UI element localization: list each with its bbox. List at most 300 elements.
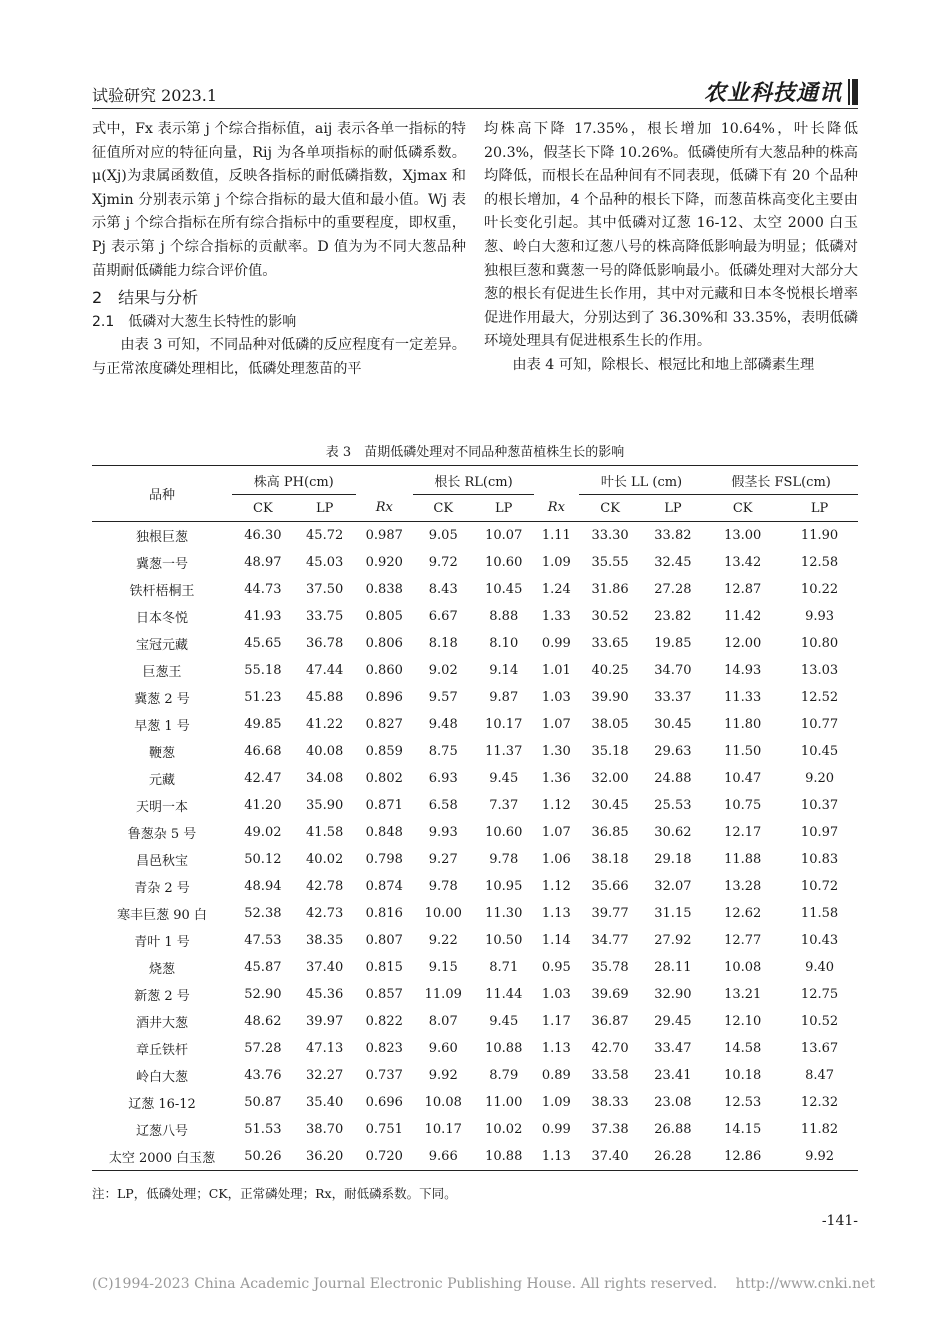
value-cell: 12.87 [724,582,762,597]
value-cell: 1.13 [541,1149,571,1164]
value-cell: 9.92 [805,1149,835,1164]
value-cell: 1.09 [541,1095,571,1110]
value-cell: 27.92 [654,933,692,948]
value-cell: 36.20 [306,1149,344,1164]
value-cell: 9.20 [805,771,835,786]
value-cell: 29.18 [654,852,692,867]
value-cell: 0.859 [365,744,403,759]
value-cell: 1.07 [541,717,571,732]
variety-cell: 酒井大葱 [135,1016,188,1031]
value-cell: 10.45 [800,744,839,759]
value-cell: 35.18 [591,744,629,759]
value-cell: 33.37 [654,690,692,705]
paragraph-table4-intro: 由表 4 可知，除根长、根冠比和地上部磷素生理 [512,356,815,373]
value-cell: 41.58 [306,825,344,840]
value-cell: 49.85 [244,717,282,732]
value-cell: 29.63 [654,744,692,759]
col-header-lp: LP [641,495,704,522]
value-cell: 25.53 [654,798,692,813]
value-cell: 13.21 [724,987,762,1002]
value-cell: 52.90 [244,987,282,1002]
table-row [92,657,858,684]
variety-cell: 青叶 1 号 [134,935,190,950]
value-cell: 0.987 [365,528,403,543]
value-cell: 9.72 [428,555,458,570]
value-cell: 9.78 [428,879,458,894]
variety-header: 品种 [92,466,232,522]
value-cell: 1.17 [541,1014,571,1029]
value-cell: 37.40 [306,960,344,975]
value-cell: 1.06 [541,852,571,867]
table-row [92,927,858,954]
value-cell: 39.69 [591,987,629,1002]
value-cell: 13.67 [800,1041,839,1056]
value-cell: 32.07 [654,879,692,894]
table-row [92,765,858,792]
paragraph-formula-explanation: 式中，Fx 表示第 j 个综合指标值，aij 表示各单一指标的特征值所对应的特征向量，Rij 为各单项指标的耐低磷系数。μ(Xj)为隶属函数值，反映各指标的耐低磷指数，Xjmax 和 Xjmin 分别表示第 j 个综合指标的最大值和最小值。Wj 表示第 j 个综合指标在所有综合指标中的重要程度，即权重，Pj 表示第 j 个综合指标的贡献率。D 值为为不同大葱品种苗期耐低磷能力综合评价值。 [92,121,466,279]
group-header-rl: 根长 RL(cm) [413,466,534,495]
value-cell: 9.57 [428,690,458,705]
value-cell: 36.87 [591,1014,629,1029]
value-cell: 36.78 [306,636,344,651]
value-cell: 9.22 [428,933,458,948]
value-cell: 38.18 [591,852,629,867]
value-cell: 10.47 [724,771,762,786]
col-header-ck: CK [579,495,642,522]
value-cell: 1.36 [541,771,571,786]
variety-cell: 元藏 [148,773,175,788]
value-cell: 0.807 [365,933,403,948]
value-cell: 7.37 [489,798,519,813]
value-cell: 45.03 [306,555,344,570]
value-cell: 0.860 [365,663,403,678]
value-cell: 32.00 [591,771,629,786]
table-row [92,1062,858,1089]
value-cell: 48.62 [244,1014,282,1029]
value-cell: 34.77 [591,933,629,948]
value-cell: 0.822 [365,1014,403,1029]
value-cell: 45.88 [306,690,344,705]
value-cell: 0.816 [365,906,403,921]
value-cell: 11.30 [485,906,523,921]
page-number: -141- [821,1213,858,1229]
table-row [92,1008,858,1035]
value-cell: 0.99 [541,1122,571,1137]
value-cell: 10.72 [800,879,839,894]
value-cell: 30.45 [654,717,692,732]
value-cell: 14.58 [724,1041,762,1056]
value-cell: 23.41 [654,1068,692,1083]
value-cell: 52.38 [244,906,282,921]
value-cell: 1.30 [541,744,571,759]
value-cell: 10.60 [485,555,523,570]
value-cell: 31.86 [591,582,629,597]
value-cell: 32.45 [654,555,692,570]
value-cell: 1.09 [541,555,571,570]
value-cell: 11.88 [724,852,762,867]
header-section-label: 试验研究 2023.1 [92,86,218,105]
value-cell: 1.01 [541,663,571,678]
value-cell: 10.17 [485,717,523,732]
value-cell: 0.857 [365,987,403,1002]
table-row [92,549,858,576]
value-cell: 38.70 [306,1122,344,1137]
paragraph-results: 均株高下降 17.35%，根长增加 10.64%，叶长降低 20.3%，假茎长下降 10.26%。低磷使所有大葱品种的株高均降低，而根长在品种间有不同表现，低磷下有 20 个品种的根长增加，4 个品种的根长下降，而葱苗株高变化主要由叶长变化引起。其中低磷对辽葱 16-12、太空 2000 白玉葱、岭白大葱和辽葱八号的株高降低影响最为明显；低磷对独根巨葱和冀葱一号的降低影响最小。低磷处理对大部分大葱的根长有促进生长作用，其中对元藏和日本冬悦根长增率促进作用最大，分别达到了 36.30%和 33.35%，表明低磷环境处理具有促进根系生长的作用。 [484,121,858,350]
value-cell: 42.70 [591,1041,629,1056]
value-cell: 37.38 [591,1122,629,1137]
variety-cell: 章丘铁杆 [135,1043,188,1058]
value-cell: 47.13 [306,1041,344,1056]
value-cell: 10.95 [485,879,523,894]
value-cell: 23.08 [654,1095,692,1110]
value-cell: 11.09 [424,987,462,1002]
variety-cell: 辽葱 16-12 [128,1097,196,1112]
value-cell: 11.50 [724,744,762,759]
variety-cell: 巨葱王 [142,665,182,680]
col-header-ck: CK [704,495,781,522]
value-cell: 45.87 [244,960,282,975]
value-cell: 14.93 [724,663,762,678]
value-cell: 35.78 [591,960,629,975]
col-header-lp: LP [474,495,534,522]
value-cell: 45.72 [306,528,344,543]
value-cell: 1.13 [541,906,571,921]
value-cell: 9.27 [428,852,458,867]
variety-cell: 冀葱 2 号 [134,692,190,707]
value-cell: 0.798 [365,852,403,867]
value-cell: 44.73 [244,582,282,597]
col-header-rx: Rx [356,495,413,522]
variety-cell: 铁杆梧桐王 [129,584,195,599]
value-cell: 12.10 [724,1014,762,1029]
value-cell: 11.90 [800,528,839,543]
value-cell: 10.77 [800,717,839,732]
value-cell: 10.88 [485,1041,523,1056]
value-cell: 12.32 [800,1095,839,1110]
value-cell: 9.92 [428,1068,458,1083]
value-cell: 39.97 [306,1014,344,1029]
value-cell: 24.88 [654,771,692,786]
value-cell: 9.15 [428,960,458,975]
value-cell: 8.88 [489,609,519,624]
value-cell: 19.85 [654,636,692,651]
value-cell: 37.40 [591,1149,629,1164]
value-cell: 30.52 [591,609,629,624]
value-cell: 29.45 [654,1014,692,1029]
value-cell: 10.18 [724,1068,762,1083]
value-cell: 11.44 [485,987,523,1002]
value-cell: 0.874 [365,879,403,894]
variety-cell: 辽葱八号 [135,1124,188,1139]
value-cell: 50.26 [244,1149,282,1164]
value-cell: 0.848 [365,825,403,840]
variety-cell: 鞭葱 [148,746,175,761]
value-cell: 9.05 [428,528,458,543]
value-cell: 0.696 [365,1095,403,1110]
value-cell: 1.12 [541,798,571,813]
value-cell: 0.99 [541,636,571,651]
growth-table [92,465,858,1171]
table-caption: 表 3 苗期低磷处理对不同品种葱苗植株生长的影响 [325,445,625,460]
value-cell: 10.08 [424,1095,462,1110]
col-header-lp: LP [781,495,858,522]
value-cell: 11.42 [724,609,762,624]
left-column [92,118,466,381]
value-cell: 9.60 [428,1041,458,1056]
variety-cell: 宝冠元藏 [135,638,188,653]
section-heading: 2 结果与分析 [92,288,199,308]
copyright-footer: (C)1994-2023 China Academic Journal Electronic Publishing House. All rights reserved. http://www.cnki.net [92,1276,876,1292]
value-cell: 32.27 [306,1068,344,1083]
value-cell: 11.58 [800,906,839,921]
value-cell: 9.78 [489,852,519,867]
value-cell: 0.737 [365,1068,403,1083]
variety-cell: 日本冬悦 [135,611,188,626]
journal-logo [704,76,858,107]
table-row [92,819,858,846]
value-cell: 41.22 [306,717,344,732]
value-cell: 1.07 [541,825,571,840]
variety-cell: 寒丰巨葱 90 白 [117,908,207,923]
variety-cell: 鲁葱杂 5 号 [127,827,197,842]
value-cell: 30.62 [654,825,692,840]
value-cell: 13.42 [724,555,762,570]
value-cell: 51.23 [244,690,282,705]
value-cell: 9.48 [428,717,458,732]
table-row [92,981,858,1008]
table-row [92,873,858,900]
value-cell: 8.47 [805,1068,835,1083]
col-header-ck: CK [413,495,473,522]
value-cell: 41.20 [244,798,282,813]
value-cell: 9.14 [489,663,519,678]
col-header-lp: LP [294,495,356,522]
header-bars-decoration [848,79,858,105]
value-cell: 27.28 [654,582,692,597]
value-cell: 35.90 [306,798,344,813]
value-cell: 0.89 [541,1068,571,1083]
group-header-ll: 叶长 LL (cm) [579,466,705,495]
value-cell: 46.30 [244,528,282,543]
value-cell: 31.15 [654,906,692,921]
value-cell: 9.45 [489,1014,519,1029]
table-row [92,630,858,657]
variety-cell: 昌邑秋宝 [135,854,188,869]
value-cell: 8.71 [489,960,519,975]
value-cell: 42.73 [306,906,344,921]
value-cell: 1.03 [541,690,571,705]
table-note: 注：LP，低磷处理；CK，正常磷处理；Rx，耐低磷系数。下同。 [92,1186,457,1201]
value-cell: 0.815 [365,960,403,975]
value-cell: 6.58 [428,798,458,813]
group-header-ph: 株高 PH(cm) [232,466,356,495]
value-cell: 8.18 [428,636,458,651]
value-cell: 11.82 [800,1122,839,1137]
value-cell: 33.30 [591,528,629,543]
value-cell: 40.02 [306,852,344,867]
value-cell: 36.85 [591,825,629,840]
value-cell: 13.00 [724,528,762,543]
value-cell: 10.43 [800,933,839,948]
value-cell: 10.00 [424,906,462,921]
paragraph-table3-intro: 由表 3 可知，不同品种对低磷的反应程度有一定差异。与正常浓度磷处理相比，低磷处理葱苗的平 [92,337,466,377]
value-cell: 34.08 [306,771,344,786]
col-header-rx: Rx [534,495,579,522]
value-cell: 40.25 [591,663,629,678]
value-cell: 13.28 [724,879,762,894]
table-row [92,792,858,819]
value-cell: 50.12 [244,852,282,867]
value-cell: 0.827 [365,717,403,732]
value-cell: 0.720 [365,1149,403,1164]
value-cell: 23.82 [654,609,692,624]
value-cell: 42.47 [244,771,282,786]
variety-cell: 烧葱 [148,962,175,977]
table-row [92,684,858,711]
value-cell: 11.00 [485,1095,523,1110]
value-cell: 0.806 [365,636,403,651]
subsection-heading: 2.1 低磷对大葱生长特性的影响 [92,314,297,331]
value-cell: 11.80 [724,717,762,732]
value-cell: 9.45 [489,771,519,786]
value-cell: 33.47 [654,1041,692,1056]
value-cell: 49.02 [244,825,282,840]
value-cell: 8.10 [489,636,519,651]
variety-cell: 天明一本 [135,800,188,815]
value-cell: 0.896 [365,690,403,705]
value-cell: 1.03 [541,987,571,1002]
value-cell: 12.53 [724,1095,762,1110]
table-row [92,711,858,738]
col-header-ck: CK [232,495,294,522]
value-cell: 42.78 [306,879,344,894]
value-cell: 37.50 [306,582,344,597]
value-cell: 1.12 [541,879,571,894]
value-cell: 6.93 [428,771,458,786]
value-cell: 0.823 [365,1041,403,1056]
value-cell: 10.52 [800,1014,839,1029]
value-cell: 46.68 [244,744,282,759]
value-cell: 10.08 [724,960,762,975]
value-cell: 12.00 [724,636,762,651]
value-cell: 0.920 [365,555,403,570]
value-cell: 10.02 [485,1122,523,1137]
value-cell: 8.43 [428,582,458,597]
value-cell: 47.44 [306,663,344,678]
value-cell: 39.90 [591,690,629,705]
value-cell: 12.17 [724,825,762,840]
table-row [92,1035,858,1062]
value-cell: 13.03 [800,663,839,678]
value-cell: 10.83 [800,852,839,867]
value-cell: 33.82 [654,528,692,543]
value-cell: 55.18 [244,663,282,678]
value-cell: 8.79 [489,1068,519,1083]
value-cell: 32.90 [654,987,692,1002]
variety-cell: 独根巨葱 [135,530,188,545]
value-cell: 40.08 [306,744,344,759]
value-cell: 30.45 [591,798,629,813]
value-cell: 12.58 [800,555,839,570]
value-cell: 10.88 [485,1149,523,1164]
table-row [92,900,858,927]
value-cell: 0.95 [541,960,571,975]
value-cell: 34.70 [654,663,692,678]
value-cell: 10.45 [485,582,523,597]
table-row [92,576,858,603]
variety-cell: 岭白大葱 [135,1070,188,1085]
value-cell: 0.838 [365,582,403,597]
value-cell: 1.11 [541,528,571,543]
value-cell: 12.77 [724,933,762,948]
value-cell: 1.14 [541,933,571,948]
value-cell: 45.65 [244,636,282,651]
value-cell: 45.36 [306,987,344,1002]
journal-name: 农业科技通讯 [703,81,842,106]
value-cell: 43.76 [244,1068,282,1083]
variety-cell: 早葱 1 号 [134,719,190,734]
group-header-fsl: 假茎长 FSL(cm) [704,466,858,495]
value-cell: 47.53 [244,933,282,948]
value-cell: 6.67 [428,609,458,624]
value-cell: 48.97 [244,555,282,570]
value-cell: 51.53 [244,1122,282,1137]
value-cell: 10.80 [800,636,839,651]
value-cell: 33.75 [306,609,344,624]
value-cell: 26.28 [654,1149,692,1164]
value-cell: 1.13 [541,1041,571,1056]
variety-cell: 冀葱一号 [135,557,188,572]
value-cell: 8.75 [428,744,458,759]
value-cell: 57.28 [244,1041,282,1056]
value-cell: 35.66 [591,879,629,894]
value-cell: 33.58 [591,1068,629,1083]
value-cell: 10.97 [800,825,839,840]
value-cell: 12.62 [724,906,762,921]
value-cell: 26.88 [654,1122,692,1137]
value-cell: 10.50 [485,933,523,948]
value-cell: 10.07 [485,528,523,543]
value-cell: 9.87 [489,690,519,705]
variety-cell: 新葱 2 号 [134,989,190,1004]
table-row [92,1116,858,1143]
value-cell: 0.751 [365,1122,403,1137]
value-cell: 10.37 [800,798,839,813]
value-cell: 48.94 [244,879,282,894]
value-cell: 9.93 [428,825,458,840]
variety-cell: 青杂 2 号 [134,881,190,896]
table-row [92,954,858,981]
value-cell: 9.66 [428,1149,458,1164]
value-cell: 11.37 [485,744,523,759]
value-cell: 38.05 [591,717,629,732]
value-cell: 38.35 [306,933,344,948]
value-cell: 10.22 [800,582,839,597]
right-column [484,118,858,378]
table-row [92,738,858,765]
value-cell: 10.75 [724,798,762,813]
value-cell: 35.55 [591,555,629,570]
table-row [92,522,858,550]
value-cell: 10.60 [485,825,523,840]
value-cell: 9.93 [805,609,835,624]
value-cell: 9.40 [805,960,835,975]
value-cell: 0.805 [365,609,403,624]
value-cell: 39.77 [591,906,629,921]
table-row [92,1089,858,1116]
value-cell: 35.40 [306,1095,344,1110]
value-cell: 50.87 [244,1095,282,1110]
